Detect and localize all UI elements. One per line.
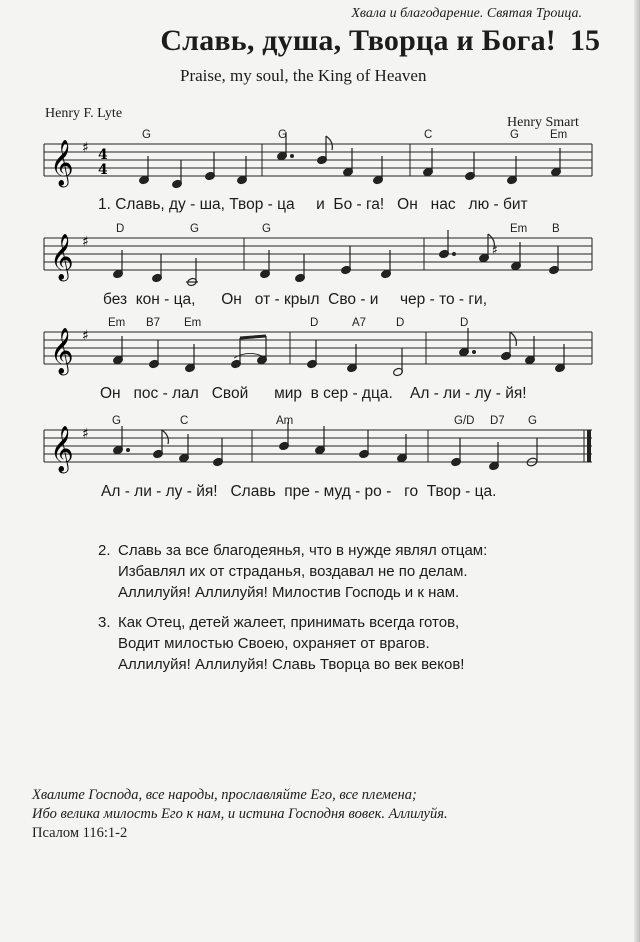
- chord: G: [510, 129, 519, 141]
- lyrics-line-2: без кон - ца, Он от - крыл Сво - и чер - то - ги,: [103, 291, 488, 308]
- scripture-line-1: Хвалите Господа, все народы, прославляйте Его, все племена;: [32, 787, 417, 803]
- chord: Em: [108, 317, 126, 329]
- title-row: [0, 24, 600, 58]
- chord: Em: [184, 317, 202, 329]
- verse-number: 2.: [98, 542, 111, 559]
- chord: Am: [276, 415, 294, 427]
- category-heading: Хвала и благодарение. Святая Троица.: [351, 6, 582, 21]
- verse-line: [98, 654, 464, 675]
- verse-text: Славь за все благодеянья, что в нужде являл отцам:: [118, 542, 488, 559]
- chord: Em: [510, 223, 528, 235]
- verse-text: Аллилуйя! Аллилуйя! Милостив Господь и к нам.: [118, 584, 460, 601]
- chord: G: [278, 129, 287, 141]
- time-signature-bottom: 4: [98, 162, 108, 178]
- chord: G/D: [454, 415, 475, 427]
- treble-clef-icon: 𝄞: [50, 140, 74, 186]
- hymn-title: Славь, душа, Творца и Бога!: [160, 24, 556, 57]
- verse-line: [98, 561, 487, 582]
- sharp-icon: ♯: [492, 243, 498, 257]
- composer-credit: Henry Smart: [507, 115, 579, 130]
- chord: G: [112, 415, 121, 427]
- sharp-icon: ♯: [82, 234, 89, 250]
- verse-text: Аллилуйя! Аллилуйя! Славь Творца во век веков!: [118, 656, 465, 673]
- verse-line: [98, 633, 464, 654]
- treble-clef-icon: 𝄞: [50, 328, 74, 374]
- lyricist-credit: Henry F. Lyte: [45, 106, 123, 121]
- sharp-icon: ♯: [82, 328, 89, 344]
- notes: [113, 328, 566, 377]
- treble-clef-icon: 𝄞: [50, 234, 74, 280]
- chord: D: [460, 317, 469, 329]
- chord: D7: [490, 415, 505, 427]
- verse-3: [98, 612, 464, 675]
- chord: G: [142, 129, 151, 141]
- lyrics-line-4: Ал - ли - лу - йя! Славь пре - муд - ро - го Твор - ца.: [101, 483, 497, 500]
- chord: A7: [352, 317, 367, 329]
- chord: G: [190, 223, 199, 235]
- verse-text: Как Отец, детей жалеет, принимать всегда готов,: [118, 614, 460, 631]
- sharp-icon: ♯: [82, 426, 89, 442]
- lyrics-line-3: Он пос - лал Свой мир в сер - дца. Ал - ли - лу - йя!: [100, 385, 527, 402]
- chord: C: [424, 129, 433, 141]
- verse-number: 3.: [98, 614, 111, 631]
- chord: D: [116, 223, 125, 235]
- page-edge: [634, 0, 640, 942]
- chord: C: [180, 415, 189, 427]
- scripture-block: [32, 786, 448, 843]
- time-signature-top: 4: [98, 147, 108, 163]
- verse-text: Избавлял их от страданья, воздавал не по делам.: [118, 563, 468, 580]
- treble-clef-icon: 𝄞: [50, 426, 74, 472]
- chord: Em: [550, 129, 568, 141]
- chord: B7: [146, 317, 161, 329]
- sharp-icon: ♯: [82, 140, 89, 156]
- verse-line: [98, 582, 487, 603]
- hymn-subtitle: Praise, my soul, the King of Heaven: [180, 66, 427, 85]
- scripture-reference: Псалом 116:1-2: [32, 825, 128, 841]
- chord: D: [396, 317, 405, 329]
- chord: B: [552, 223, 560, 235]
- verse-text: Водит милостью Своею, охраняет от врагов.: [118, 635, 430, 652]
- lyrics-line-1: 1. Славь, ду - ша, Твор - ца и Бо - га! Он нас лю - бит: [98, 196, 528, 213]
- chord: G: [528, 415, 537, 427]
- verse-2: [98, 540, 487, 603]
- chord: G: [262, 223, 271, 235]
- verse-line: [98, 540, 487, 561]
- scripture-line-2: Ибо велика милость Его к нам, и истина Господня вовек. Аллилуйя.: [32, 806, 448, 822]
- hymn-number: 15: [570, 24, 600, 57]
- chord: D: [310, 317, 319, 329]
- verse-line: [98, 612, 464, 633]
